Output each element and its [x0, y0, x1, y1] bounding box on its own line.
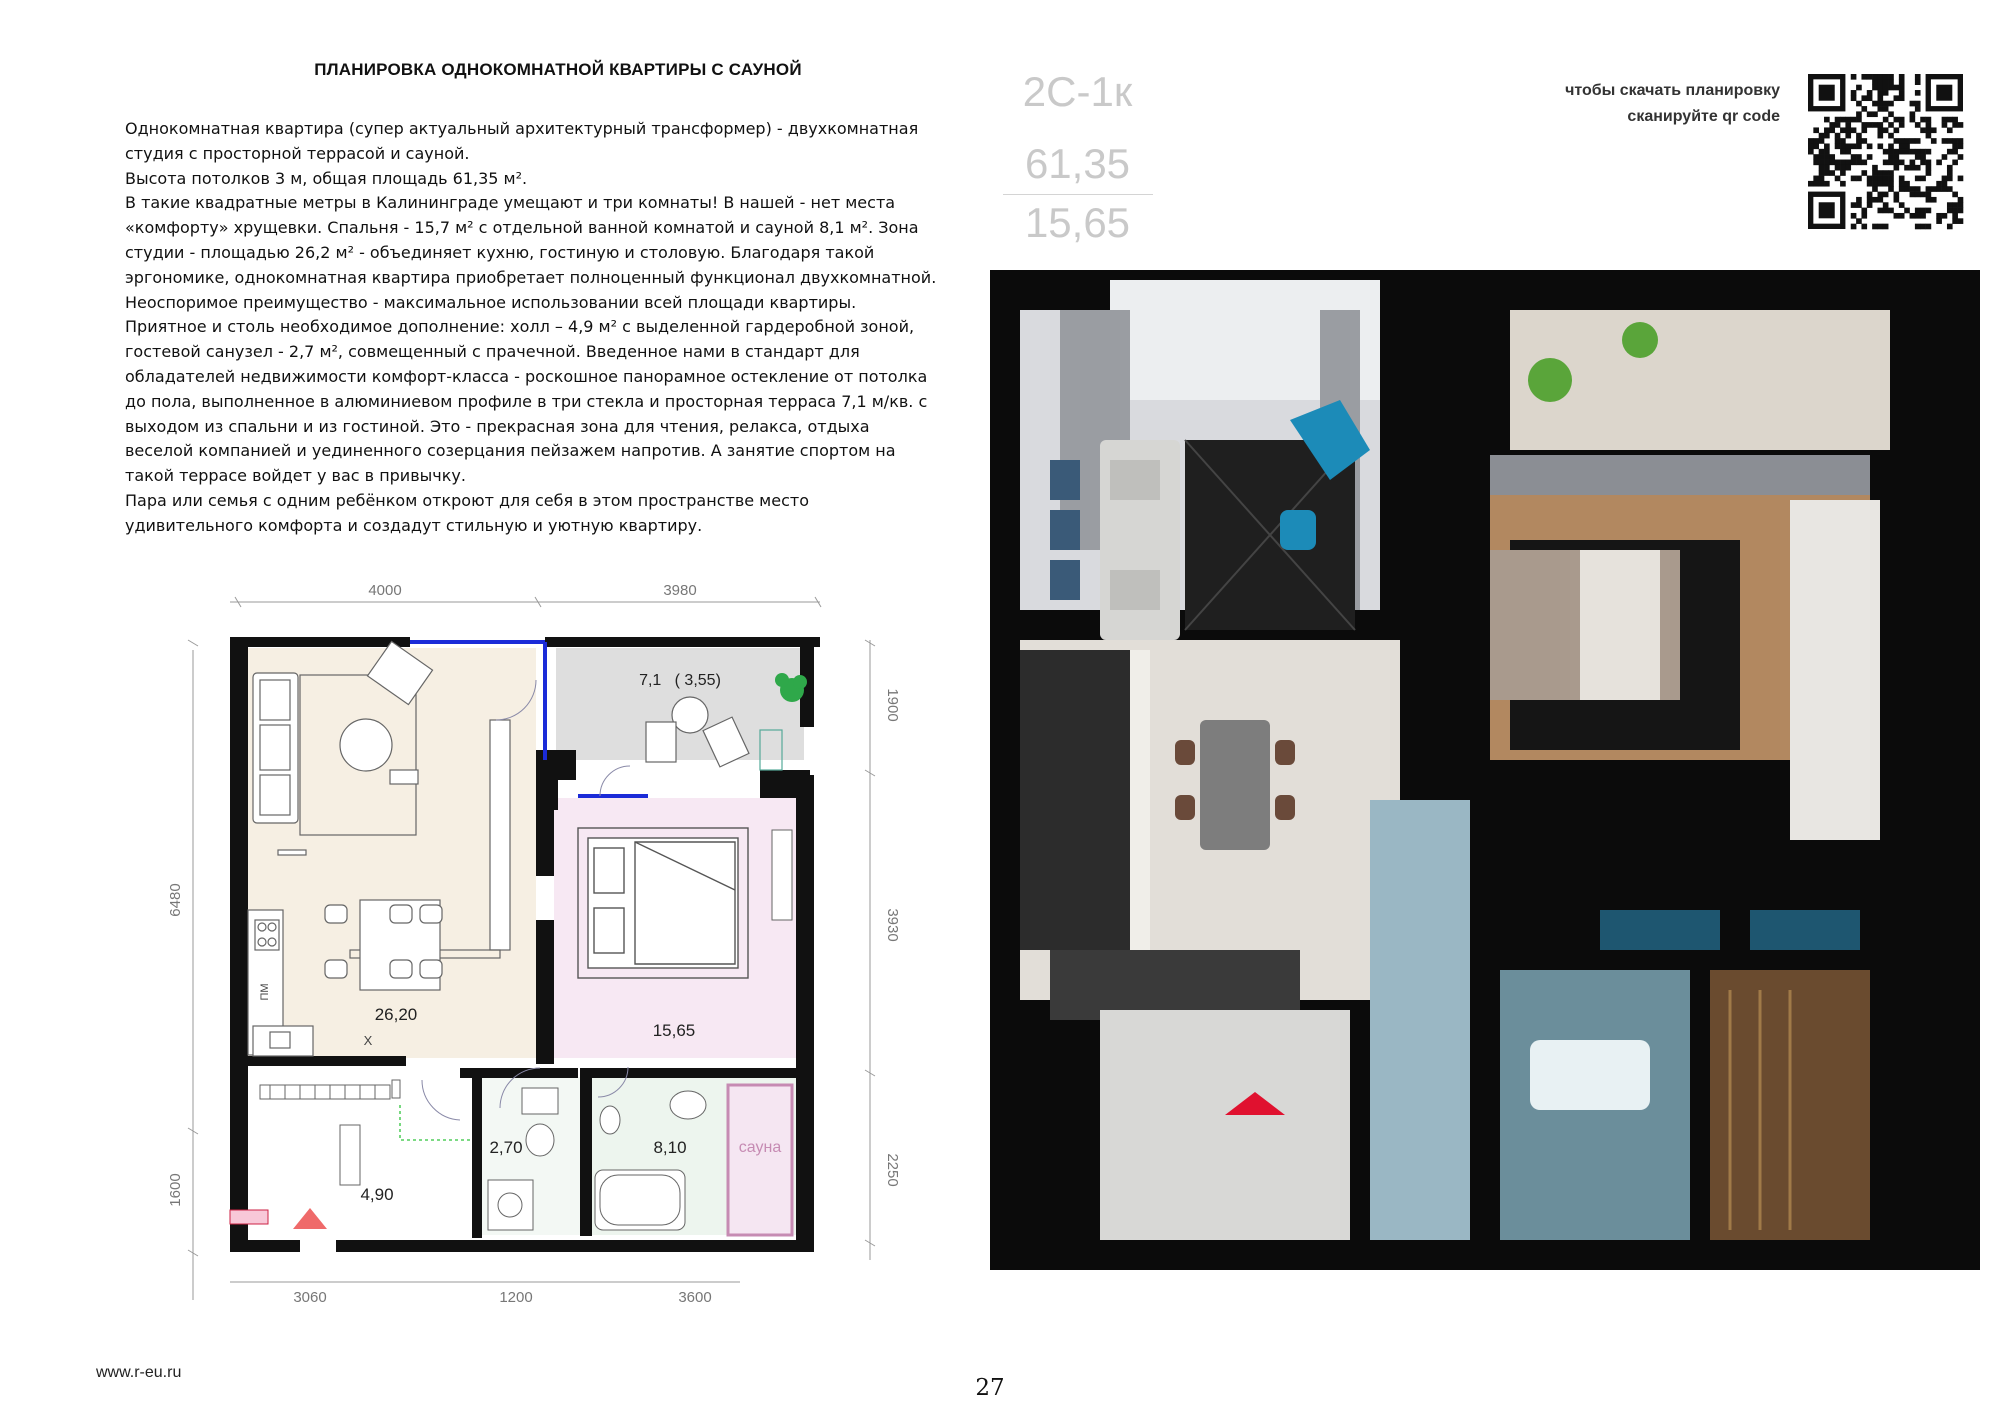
kitchen-counter	[1020, 650, 1130, 950]
total-area: 61,35	[1024, 140, 1131, 187]
hallway-floor	[1100, 1010, 1350, 1240]
qr-finder-square	[1819, 202, 1835, 218]
sauna-label: сауна	[738, 1139, 782, 1156]
bedroom-curtain	[1490, 455, 1870, 495]
wardrobe	[772, 830, 792, 920]
bed	[578, 828, 748, 978]
wall-art	[1050, 460, 1080, 600]
dishwasher-mark: ПМ	[259, 983, 271, 1001]
description-paragraph: В такие квадратные метры в Калининграде умещают и три комнаты! В нашей - нет места «комфорту» хрущевки. Спальня - 15,7 м² с отдельной ванной комнатой и сауной 8,1 м². Зона студии - площадью 26,2 м² - объединяет кухню, гостиную и столовую. Благодаря такой эргономике, однокомнатная квартира приобретает полноценный функционал двухкомнатной. Неоспоримое преимущество - максимальное использовании всей площади квартиры. Приятное и столь необходимое дополнение: холл – 4,9 м² с выделенной гардеробной зоной, гостевой санузел - 2,7 м², совмещенный с прачечной. Введенное нами в стандарт для обладателей недвижимости комфорт-класса - роскошное панорамное остекление от потолка до пола, выполненное в алюминиевом профиле в три стекла и просторная терраса 7,1 м/кв. с выходом из спальни и из гостиной. Это - прекрасная зона для чтения, релакса, отдыха веселой компанией и уединенного созерцания пейзажем напротив. А занятие спортом на такой террасе войдет у вас в привычку.	[125, 193, 937, 486]
dining-table	[1200, 720, 1270, 850]
dimension-label: 1600	[167, 1173, 184, 1207]
shoe-rack	[230, 1210, 268, 1224]
plant-icon	[1528, 358, 1572, 402]
room-area-wc: 2,70	[489, 1138, 523, 1157]
qr-finder-square	[1936, 85, 1952, 101]
dimension-label: 3600	[678, 1289, 712, 1306]
plant-icon	[1622, 322, 1658, 358]
dimension-label: 3930	[884, 908, 901, 942]
dimension-label: 2250	[884, 1153, 901, 1187]
qr-finder-square	[1819, 85, 1835, 101]
apartment-3d-render	[990, 270, 1980, 1270]
living-area: 15,65	[1024, 199, 1131, 246]
website-link[interactable]: www.r-eu.ru	[96, 1364, 182, 1381]
qr-caption-line: чтобы скачать планировку	[1565, 82, 1780, 99]
apartment-code: 2С-1к	[1022, 68, 1133, 115]
page-number: 27	[975, 1375, 1005, 1401]
sauna-outline	[728, 1085, 792, 1235]
wardrobe	[1790, 500, 1880, 840]
wc-room	[1370, 800, 1470, 1240]
floor-plan	[160, 580, 920, 1306]
apartment-info	[990, 66, 1165, 249]
dimension-label: 1900	[884, 688, 901, 722]
description-paragraph: Пара или семья с одним ребёнком откроют для себя в этом пространстве место удивительного комфорта и создадут стильную и уютную квартиру.	[125, 490, 809, 535]
fridge-mark: Х	[363, 1033, 373, 1048]
bathtub	[1530, 1040, 1650, 1110]
description-paragraph: Однокомнатная квартира (супер актуальный архитектурный трансформер) - двухкомнатная студия с просторной террасой и сауной.	[125, 119, 919, 163]
dimension-label: 3060	[293, 1289, 327, 1306]
dimension-label: 4000	[368, 582, 402, 599]
room-area-hall: 4,90	[360, 1185, 394, 1204]
description	[125, 117, 940, 539]
room-area-terrace: 7,1 ( 3,55)	[639, 672, 721, 689]
description-paragraph: Высота потолков 3 м, общая площадь 61,35 м².	[125, 168, 528, 188]
room-area-bedroom: 15,65	[652, 1021, 696, 1040]
qr-caption-line: сканируйте qr code	[1627, 108, 1780, 125]
divider	[1003, 194, 1153, 195]
dimension-label: 1200	[499, 1289, 533, 1306]
qr-caption	[1490, 78, 1780, 130]
room-area-bath: 8,10	[653, 1138, 687, 1157]
room-area-living: 26,20	[374, 1005, 418, 1024]
dimension-label: 3980	[663, 582, 697, 599]
dimension-label: 6480	[167, 883, 184, 917]
page-title: ПЛАНИРОВКА ОДНОКОМНАТНОЙ КВАРТИРЫ С САУНОЙ	[314, 60, 802, 79]
qr-code[interactable]	[1808, 74, 1963, 229]
